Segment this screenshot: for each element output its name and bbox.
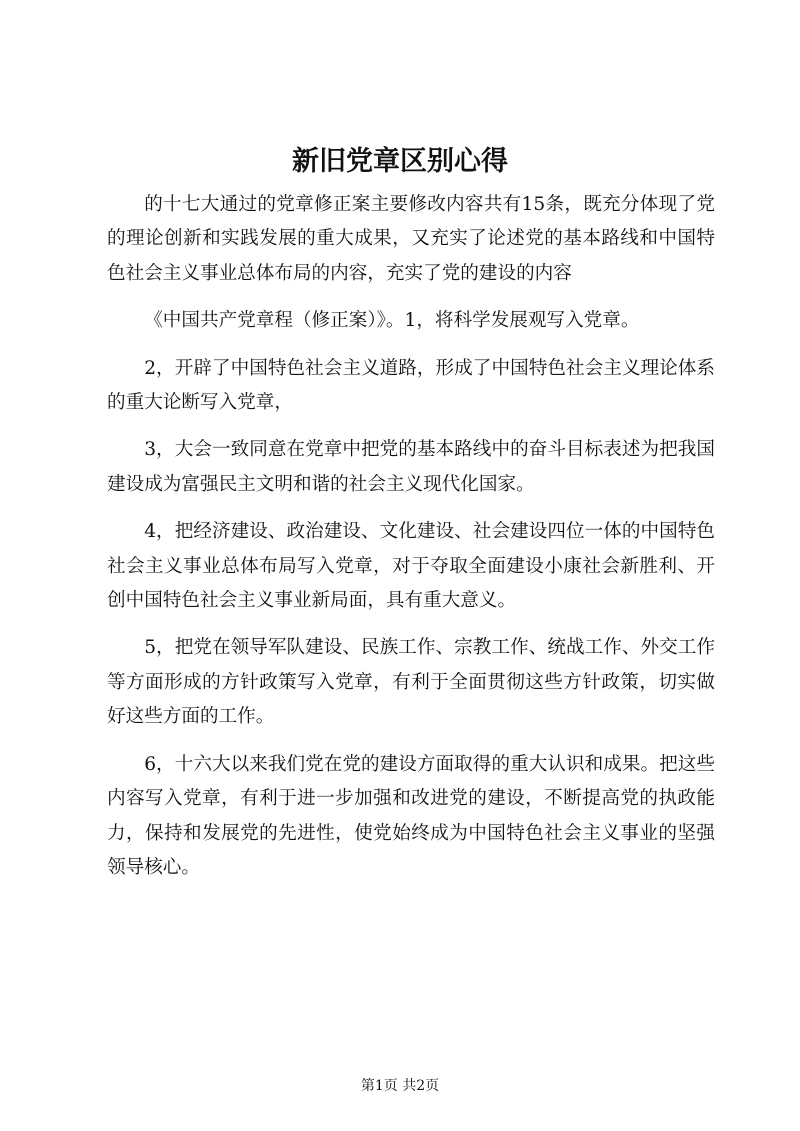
paragraph-item-1: 《中国共产党章程（修正案）》。1，将科学发展观写入党章。	[144, 310, 640, 332]
paragraph-intro: 的十七大通过的党章修正案主要修改内容共有15条，既充分体现了党的理论创新和实践发展的重大成果，又充实了论述党的基本路线和中国特色社会主义事业总体布局的内容，充实了党的建设的内容	[107, 194, 715, 284]
page-title: 新旧党章区别心得	[292, 146, 508, 177]
document-body	[107, 188, 715, 885]
paragraph-item-3: 3，大会一致同意在党章中把党的基本路线中的奋斗目标表述为把我国建设成为富强民主文明和谐的社会主义现代化国家。	[107, 439, 715, 495]
paragraph-item-4: 4，把经济建设、政治建设、文化建设、社会建设四位一体的中国特色社会主义事业总体布局写入党章，对于夺取全面建设小康社会新胜利、开创中国特色社会主义事业新局面，具有重大意义。	[107, 521, 715, 612]
paragraph-item-5: 5，把党在领导军队建设、民族工作、宗教工作、统战工作、外交工作等方面形成的方针政策写入党章，有利于全面贯彻这些方针政策，切实做好这些方面的工作。	[107, 637, 715, 728]
paragraph-item-6: 6，十六大以来我们党在党的建设方面取得的重大认识和成果。把这些内容写入党章，有利于进一步加强和改进党的建设，不断提高党的执政能力，保持和发展党的先进性，使党始终成为中国特色社会主义事业的坚强领导核心。	[107, 753, 715, 878]
paragraph-item-2: 2，开辟了中国特色社会主义道路，形成了中国特色社会主义理论体系的重大论断写入党章，	[107, 357, 715, 414]
page-number-footer: 第1页 共2页	[360, 1078, 440, 1094]
